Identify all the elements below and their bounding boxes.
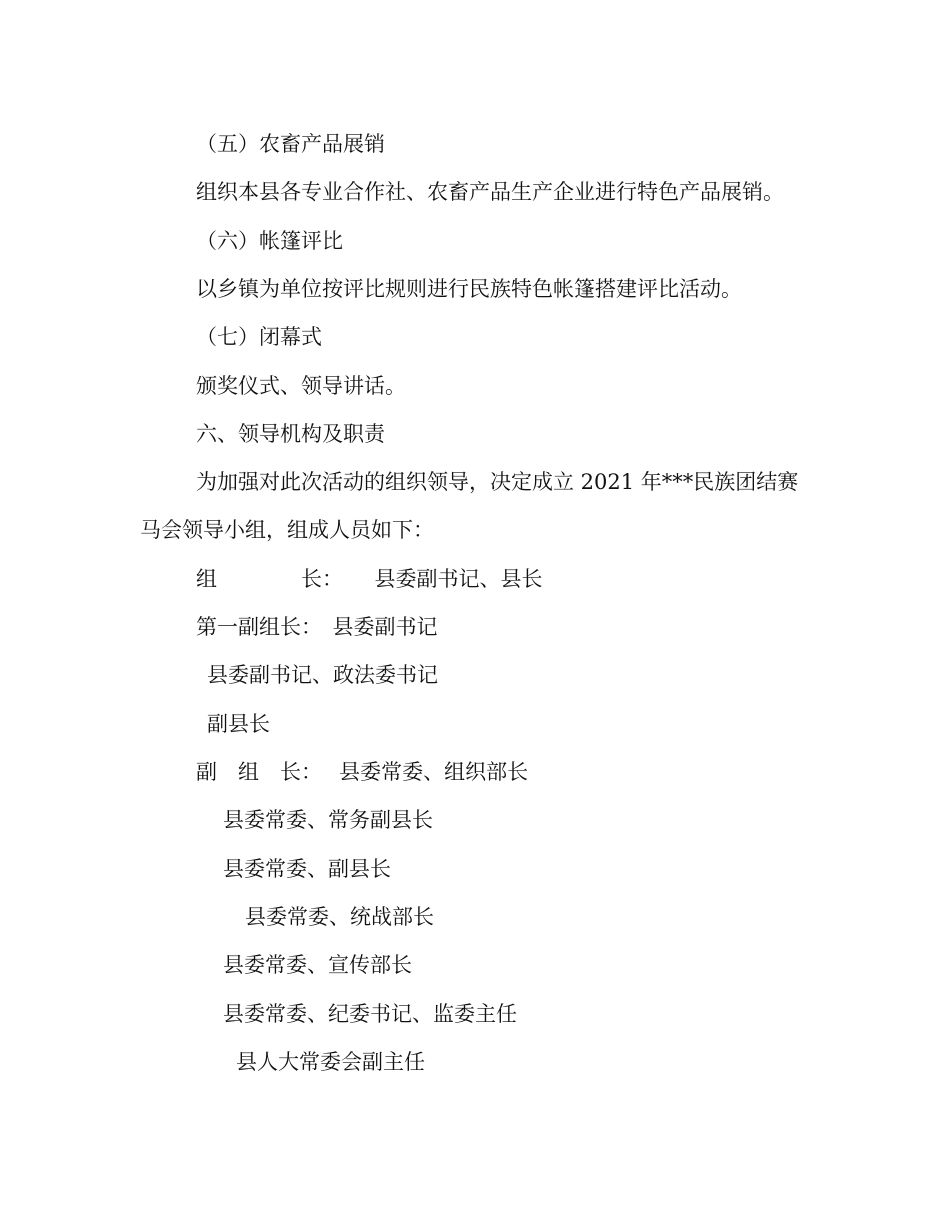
section-heading-closing: （七）闭幕式: [196, 325, 322, 349]
roster-deputy-leader: 副 组 长： 县委常委、组织部长: [196, 760, 529, 784]
section-heading-tent-contest: （六）帐篷评比: [196, 229, 343, 253]
roster-member-7: 县委常委、纪委书记、监委主任: [223, 1002, 517, 1026]
paragraph-leadership-line-1: 为加强对此次活动的组织领导，决定成立 2021 年***民族团结赛: [196, 470, 799, 494]
paragraph-closing: 颁奖仪式、领导讲话。: [196, 374, 406, 398]
roster-member-1: 县委副书记、政法委书记: [207, 663, 438, 687]
paragraph-exhibition: 组织本县各专业合作社、农畜产品生产企业进行特色产品展销。: [196, 180, 784, 204]
roster-member-5: 县委常委、统战部长: [245, 905, 434, 929]
roster-member-2: 副县长: [207, 712, 270, 736]
section-heading-leadership: 六、领导机构及职责: [196, 422, 385, 446]
roster-member-6: 县委常委、宣传部长: [223, 953, 412, 977]
section-heading-exhibition: （五）农畜产品展销: [196, 132, 385, 156]
roster-member-8: 县人大常委会副主任: [236, 1050, 425, 1074]
paragraph-tent-contest: 以乡镇为单位按评比规则进行民族特色帐篷搭建评比活动。: [196, 277, 742, 301]
roster-first-deputy: 第一副组长： 县委副书记: [196, 615, 438, 639]
roster-member-4: 县委常委、副县长: [223, 857, 391, 881]
roster-member-3: 县委常委、常务副县长: [223, 808, 433, 832]
roster-leader: 组 长： 县委副书记、县长: [196, 567, 543, 591]
paragraph-leadership-line-2: 马会领导小组，组成人员如下：: [140, 518, 434, 542]
